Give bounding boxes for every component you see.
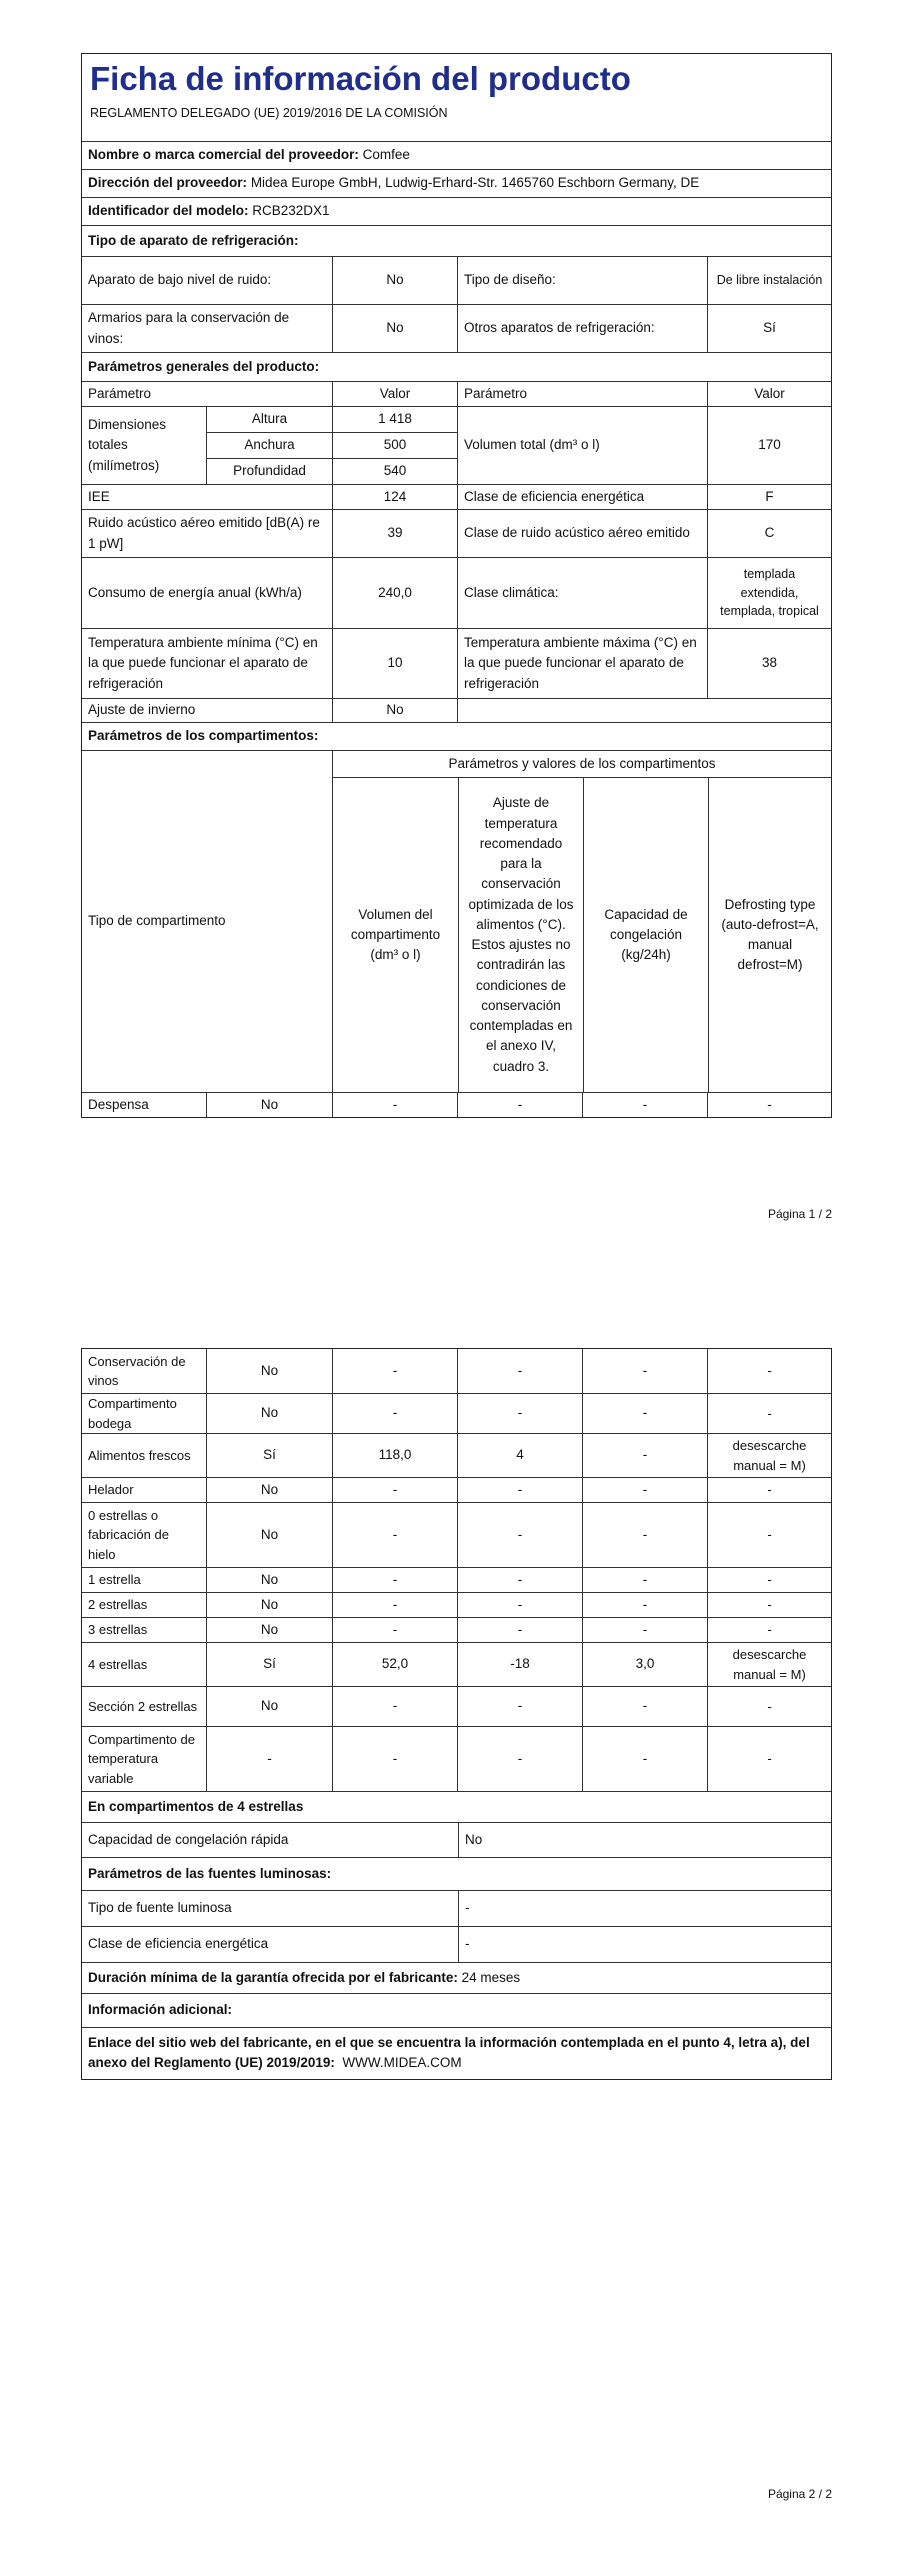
supplier-value: Comfee bbox=[362, 147, 410, 163]
energy-class-value: F bbox=[707, 485, 831, 509]
page-number: Página 1 / 2 bbox=[767, 1207, 832, 1221]
compartment-name: 1 estrella bbox=[88, 1572, 141, 1588]
compartment-temp: - bbox=[457, 1618, 582, 1642]
compartment-present: No bbox=[206, 1568, 332, 1592]
regulation-subtitle: REGLAMENTO DELEGADO (UE) 2019/2016 DE LA COMISIÓN bbox=[90, 105, 448, 120]
compartment-present: No bbox=[206, 1394, 332, 1433]
min-temp-label: Temperatura ambiente mínima (°C) en la que puede funcionar el aparato de refrigeración bbox=[88, 635, 318, 691]
product-info-sheet bbox=[81, 53, 832, 1118]
compartment-row bbox=[82, 1433, 831, 1477]
model-value: RCB232DX1 bbox=[252, 203, 330, 219]
compartment-freeze: - bbox=[582, 1503, 707, 1567]
compartment-volume: - bbox=[332, 1593, 457, 1617]
column-header-row bbox=[82, 381, 831, 406]
low-noise-row bbox=[82, 256, 831, 304]
fast-freeze-label: Capacidad de congelación rápida bbox=[88, 1831, 289, 1847]
model-label: Identificador del modelo: bbox=[88, 203, 249, 219]
compartment-present: No bbox=[206, 1349, 332, 1393]
consumption-label: Consumo de energía anual (kWh/a) bbox=[88, 584, 302, 600]
compartment-name: Compartimento bodega bbox=[88, 1396, 177, 1431]
compartment-volume: 118,0 bbox=[332, 1434, 457, 1477]
compartment-volume: - bbox=[332, 1503, 457, 1567]
other-appliances-value: Sí bbox=[707, 305, 831, 352]
design-type-label: Tipo de diseño: bbox=[457, 257, 707, 304]
compartment-freeze: - bbox=[582, 1687, 707, 1726]
compartment-present: No bbox=[206, 1687, 332, 1726]
compartment-defrost: - bbox=[707, 1478, 831, 1502]
compartment-defrost: - bbox=[707, 1727, 831, 1791]
compartment-row bbox=[82, 1393, 831, 1433]
temperature-row bbox=[82, 628, 831, 698]
compartment-temp: -18 bbox=[457, 1643, 582, 1686]
noise-row bbox=[82, 509, 831, 557]
compartment-freeze: 3,0 bbox=[582, 1643, 707, 1686]
width-label: Anchura bbox=[207, 432, 332, 458]
page-2 bbox=[0, 1280, 905, 2560]
address-value: Midea Europe GmbH, Ludwig-Erhard-Str. 1465760 Eschborn Germany, DE bbox=[250, 175, 700, 191]
compartment-name: 3 estrellas bbox=[88, 1622, 148, 1638]
low-noise-value: No bbox=[332, 257, 457, 304]
pantry-freeze: - bbox=[582, 1093, 707, 1117]
title-row bbox=[82, 54, 831, 141]
col-freeze-header: Capacidad de congelación (kg/24h) bbox=[583, 778, 708, 1092]
climate-value: templada extendida, templada, tropical bbox=[707, 558, 831, 628]
warranty-value: 24 meses bbox=[461, 1969, 521, 1985]
compartment-freeze: - bbox=[582, 1568, 707, 1592]
compartment-name: Helador bbox=[88, 1482, 134, 1498]
height-value: 1 418 bbox=[378, 411, 412, 427]
compartment-temp: - bbox=[457, 1687, 582, 1726]
compartment-volume: 52,0 bbox=[332, 1643, 457, 1686]
compartment-params-header: Parámetros de los compartimentos: bbox=[88, 728, 319, 744]
iee-label: IEE bbox=[88, 488, 110, 504]
compartment-defrost: - bbox=[707, 1568, 831, 1592]
compartment-temp: - bbox=[457, 1503, 582, 1567]
compartment-params-header-row bbox=[82, 722, 831, 750]
compartment-table bbox=[82, 1349, 831, 1791]
compartment-row bbox=[82, 1592, 831, 1617]
winter-row bbox=[82, 698, 831, 722]
compartment-freeze: - bbox=[582, 1618, 707, 1642]
light-header-row bbox=[82, 1857, 831, 1890]
compartment-defrost: - bbox=[707, 1687, 831, 1726]
col-param2-header: Parámetro bbox=[457, 382, 707, 406]
volume-value: 170 bbox=[707, 407, 831, 484]
dimensions-row bbox=[82, 406, 831, 484]
iee-value: 124 bbox=[332, 485, 457, 509]
consumption-row bbox=[82, 557, 831, 628]
supplier-label: Nombre o marca comercial del proveedor: bbox=[88, 147, 359, 163]
page-title: Ficha de información del producto bbox=[90, 60, 631, 97]
light-type-row bbox=[82, 1890, 831, 1926]
model-row bbox=[82, 197, 831, 225]
compartment-volume: - bbox=[332, 1349, 457, 1393]
compartment-temp: 4 bbox=[457, 1434, 582, 1477]
pantry-temp: - bbox=[457, 1093, 582, 1117]
supplier-row bbox=[82, 141, 831, 169]
compartment-defrost: - bbox=[707, 1503, 831, 1567]
low-noise-label: Aparato de bajo nivel de ruido: bbox=[88, 272, 272, 288]
compartment-present: No bbox=[206, 1478, 332, 1502]
compartment-freeze: - bbox=[582, 1593, 707, 1617]
compartment-temp: - bbox=[457, 1478, 582, 1502]
energy-class-label: Clase de eficiencia energética bbox=[457, 485, 707, 509]
compartment-row bbox=[82, 1726, 831, 1791]
winter-value: No bbox=[332, 699, 457, 722]
pantry-row bbox=[82, 1092, 831, 1117]
light-type-value: - bbox=[458, 1891, 831, 1926]
product-info-sheet-continued bbox=[81, 1348, 832, 2080]
col-volume-header: Volumen del compartimento (dm³ o l) bbox=[350, 906, 441, 963]
website-row bbox=[82, 2027, 831, 2079]
light-class-value: - bbox=[458, 1927, 831, 1962]
wine-value: No bbox=[332, 305, 457, 352]
dimensions-label: Dimensiones totales (milímetros) bbox=[88, 417, 167, 473]
general-params-header-row bbox=[82, 352, 831, 381]
compartment-name: Compartimento de temperatura variable bbox=[88, 1731, 195, 1786]
compartment-temp: - bbox=[457, 1568, 582, 1592]
light-class-row bbox=[82, 1926, 831, 1962]
compartment-row bbox=[82, 1617, 831, 1642]
appliance-type-header-row bbox=[82, 225, 831, 256]
compartment-temp: - bbox=[457, 1349, 582, 1393]
compartment-defrost: - bbox=[707, 1618, 831, 1642]
light-type-label: Tipo de fuente luminosa bbox=[88, 1900, 232, 1916]
compartment-freeze: - bbox=[582, 1727, 707, 1791]
compartment-present: Sí bbox=[206, 1643, 332, 1686]
min-temp-value: 10 bbox=[332, 629, 457, 698]
noise-label: Ruido acústico aéreo emitido [dB(A) re 1 pW] bbox=[88, 515, 320, 551]
compartment-volume: - bbox=[332, 1687, 457, 1726]
noise-value: 39 bbox=[332, 510, 457, 557]
compartment-row bbox=[82, 1502, 831, 1567]
compartment-volume: - bbox=[332, 1478, 457, 1502]
pantry-value: No bbox=[206, 1093, 332, 1117]
pantry-volume: - bbox=[332, 1093, 457, 1117]
four-star-header: En compartimentos de 4 estrellas bbox=[88, 1798, 304, 1814]
compartment-name: 0 estrellas o fabricación de hielo bbox=[88, 1507, 169, 1562]
compartment-values-header: Parámetros y valores de los compartimentos bbox=[448, 755, 716, 771]
compartment-name: 2 estrellas bbox=[88, 1597, 148, 1613]
appliance-type-header: Tipo de aparato de refrigeración: bbox=[88, 232, 299, 248]
depth-value: 540 bbox=[333, 458, 457, 484]
design-type-value: De libre instalación bbox=[707, 257, 831, 304]
col-temp-header: Ajuste de temperatura recomendado para la conservación optimizada de los alimentos (°C). Estos ajustes no contradirán las condiciones de conservación contempladas en el anexo IV, cuadro 3. bbox=[458, 778, 583, 1092]
compartment-defrost: desescarche manual = M) bbox=[707, 1434, 831, 1477]
width-value: 500 bbox=[333, 432, 457, 458]
compartment-present: No bbox=[206, 1503, 332, 1567]
compartment-present: - bbox=[206, 1727, 332, 1791]
warranty-label: Duración mínima de la garantía ofrecida por el fabricante: bbox=[88, 1969, 458, 1985]
consumption-value: 240,0 bbox=[332, 558, 457, 628]
col-param-header: Parámetro bbox=[88, 385, 152, 401]
compartment-defrost: desescarche manual = M) bbox=[707, 1643, 831, 1686]
wine-row bbox=[82, 304, 831, 352]
website-label: Enlace del sitio web del fabricante, en el que se encuentra la información contemplada en el punto 4, letra a), del anexo del Reglamento (UE) 2019/2019: bbox=[88, 2035, 810, 2071]
compartment-freeze: - bbox=[582, 1349, 707, 1393]
compartment-type-label: Tipo de compartimento bbox=[88, 913, 226, 929]
compartment-row bbox=[82, 1686, 831, 1726]
additional-info-label: Información adicional: bbox=[88, 2002, 233, 2018]
compartment-name: Alimentos frescos bbox=[88, 1447, 191, 1463]
pantry-defrost: - bbox=[707, 1093, 831, 1117]
compartment-freeze: - bbox=[582, 1394, 707, 1433]
compartment-defrost: - bbox=[707, 1593, 831, 1617]
compartment-freeze: - bbox=[582, 1434, 707, 1477]
compartment-temp: - bbox=[457, 1394, 582, 1433]
compartment-volume: - bbox=[332, 1568, 457, 1592]
col-defrost-header: Defrosting type (auto-defrost=A, manual defrost=M) bbox=[708, 778, 831, 1092]
four-star-header-row bbox=[82, 1791, 831, 1822]
light-header: Parámetros de las fuentes luminosas: bbox=[88, 1865, 332, 1881]
compartment-name: 4 estrellas bbox=[88, 1656, 148, 1672]
page-number-2: Página 2 / 2 bbox=[767, 2487, 832, 2501]
address-row bbox=[82, 169, 831, 197]
warranty-row bbox=[82, 1962, 831, 1993]
compartment-row bbox=[82, 1349, 831, 1393]
max-temp-label: Temperatura ambiente máxima (°C) en la que puede funcionar el aparato de refrigeración bbox=[457, 629, 707, 698]
compartment-row bbox=[82, 1477, 831, 1502]
general-params-header: Parámetros generales del producto: bbox=[88, 358, 320, 374]
compartment-temp: - bbox=[457, 1593, 582, 1617]
compartment-freeze: - bbox=[582, 1478, 707, 1502]
compartment-row bbox=[82, 1567, 831, 1592]
height-label: Altura bbox=[251, 411, 288, 427]
compartment-present: No bbox=[206, 1593, 332, 1617]
climate-label: Clase climática: bbox=[457, 558, 707, 628]
volume-label: Volumen total (dm³ o l) bbox=[457, 407, 707, 484]
wine-label: Armarios para la conservación de vinos: bbox=[88, 310, 290, 346]
compartment-defrost: - bbox=[707, 1394, 831, 1433]
winter-label: Ajuste de invierno bbox=[88, 702, 196, 718]
fast-freeze-value: No bbox=[458, 1823, 831, 1857]
compartment-volume: - bbox=[332, 1727, 457, 1791]
website-link[interactable]: WWW.MIDEA.COM bbox=[342, 2055, 462, 2071]
compartment-volume: - bbox=[332, 1394, 457, 1433]
pantry-label: Despensa bbox=[88, 1096, 149, 1112]
compartment-header-block bbox=[82, 750, 831, 1092]
fast-freeze-row bbox=[82, 1822, 831, 1857]
noise-class-value: C bbox=[707, 510, 831, 557]
compartment-name: Sección 2 estrellas bbox=[88, 1698, 198, 1714]
compartment-temp: - bbox=[457, 1727, 582, 1791]
compartment-name: Conservación de vinos bbox=[88, 1353, 186, 1388]
additional-info-row bbox=[82, 1993, 831, 2027]
col-value-header: Valor bbox=[332, 382, 457, 406]
noise-class-label: Clase de ruido acústico aéreo emitido bbox=[457, 510, 707, 557]
max-temp-value: 38 bbox=[707, 629, 831, 698]
compartment-row bbox=[82, 1642, 831, 1686]
address-label: Dirección del proveedor: bbox=[88, 175, 248, 191]
compartment-volume: - bbox=[332, 1618, 457, 1642]
iee-row bbox=[82, 484, 831, 509]
other-appliances-label: Otros aparatos de refrigeración: bbox=[457, 305, 707, 352]
depth-label: Profundidad bbox=[207, 458, 332, 484]
compartment-present: No bbox=[206, 1618, 332, 1642]
col-value2-header: Valor bbox=[707, 382, 831, 406]
compartment-present: Sí bbox=[206, 1434, 332, 1477]
compartment-defrost: - bbox=[707, 1349, 831, 1393]
light-class-label: Clase de eficiencia energética bbox=[88, 1936, 269, 1952]
